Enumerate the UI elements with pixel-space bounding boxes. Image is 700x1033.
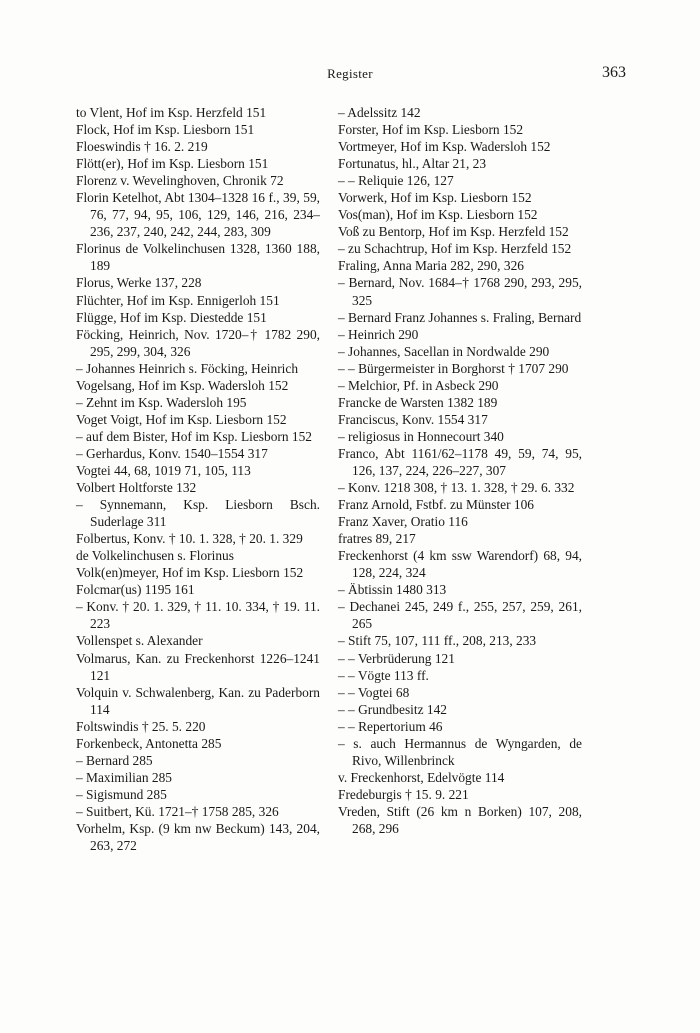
index-entry: Franz Xaver, Oratio 116 <box>338 514 468 530</box>
index-entry: – – Repertorium 46 <box>338 718 443 734</box>
index-entry: Franco, Abt 1161/62–1178 49, 59, 74, 95, 126, 137, 224, 226–227, 307 <box>338 445 582 478</box>
index-entry: Franciscus, Konv. 1554 317 <box>338 411 488 427</box>
index-entry: – Johannes, Sacellan in Nordwalde 290 <box>338 343 550 359</box>
index-entry: Florenz v. Wevelinghoven, Chronik 72 <box>76 173 284 189</box>
index-entry: – – Verbrüderung 121 <box>338 650 455 666</box>
index-entry: Volquin v. Schwalenberg, Kan. zu Paderborn 114 <box>76 684 320 717</box>
index-entry: Francke de Warsten 1382 189 <box>338 394 498 410</box>
index-entry: de Volkelinchusen s. Florinus <box>76 548 234 564</box>
index-entry: – Bernard 285 <box>76 752 153 768</box>
index-entry: fratres 89, 217 <box>338 531 416 547</box>
running-header: Register <box>327 66 373 81</box>
index-entry: – Äbtissin 1480 313 <box>338 582 447 598</box>
index-entry: – Melchior, Pf. in Asbeck 290 <box>338 377 499 393</box>
index-entry: Vortmeyer, Hof im Ksp. Wadersloh 152 <box>338 139 551 155</box>
index-entry: Vreden, Stift (26 km n Borken) 107, 208, 268, 296 <box>338 803 582 836</box>
index-entry: – Bernard Franz Johannes s. Fraling, Bernard <box>338 309 582 325</box>
index-entry: Volk(en)meyer, Hof im Ksp. Liesborn 152 <box>76 565 304 581</box>
index-entry: Voget Voigt, Hof im Ksp. Liesborn 152 <box>76 411 287 427</box>
index-entry: – Suitbert, Kü. 1721–† 1758 285, 326 <box>76 803 279 819</box>
index-entry: Vollenspet s. Alexander <box>76 633 203 649</box>
index-entry: Fraling, Anna Maria 282, 290, 326 <box>338 258 524 274</box>
index-entry: – – Vögte 113 ff. <box>338 667 429 683</box>
index-entry: Florinus de Volkelinchusen 1328, 1360 188, 189 <box>76 241 320 274</box>
index-entry: Forkenbeck, Antonetta 285 <box>76 735 222 751</box>
page-number: 363 <box>602 64 626 81</box>
index-entry: Volmarus, Kan. zu Freckenhorst 1226–1241 121 <box>76 650 320 683</box>
index-entry: – auf dem Bister, Hof im Ksp. Liesborn 152 <box>76 428 312 444</box>
index-entry: – s. auch Hermannus de Wyngarden, de Rivo, Willenbrinck <box>338 735 582 768</box>
index-entry: Vorhelm, Ksp. (9 km nw Beckum) 143, 204, 263, 272 <box>76 820 320 854</box>
index-entry: Föcking, Heinrich, Nov. 1720–† 1782 290, 295, 299, 304, 326 <box>76 326 320 359</box>
index-entry: Vogelsang, Hof im Ksp. Wadersloh 152 <box>76 377 289 393</box>
index-entry: – Stift 75, 107, 111 ff., 208, 213, 233 <box>338 633 537 649</box>
index-entry: – Maximilian 285 <box>76 769 172 785</box>
index-entry: Freckenhorst (4 km ssw Warendorf) 68, 94, 128, 224, 324 <box>338 548 582 581</box>
index-entry: – – Vogtei 68 <box>338 684 410 700</box>
index-entry: Flött(er), Hof im Ksp. Liesborn 151 <box>76 156 269 172</box>
index-entry: – zu Schachtrup, Hof im Ksp. Herzfeld 152 <box>338 241 572 257</box>
index-entry: Florus, Werke 137, 228 <box>76 275 202 291</box>
index-entry: – – Reliquie 126, 127 <box>338 173 454 189</box>
index-entry: Forster, Hof im Ksp. Liesborn 152 <box>338 122 524 138</box>
index-entry: – Sigismund 285 <box>76 786 167 802</box>
index-entry: Florin Ketelhot, Abt 1304–1328 16 f., 39, 59, 76, 77, 94, 95, 106, 129, 146, 216, 234–236, 237, 240, 242, 244, 283, 309 <box>76 190 320 240</box>
index-column-left <box>76 104 320 854</box>
index-entry: – Gerhardus, Konv. 1540–1554 317 <box>76 445 268 461</box>
index-entry: Folbertus, Konv. † 10. 1. 328, † 20. 1. 329 <box>76 531 303 547</box>
index-entry: Foltswindis † 25. 5. 220 <box>76 718 206 734</box>
index-entry: – Bernard, Nov. 1684–† 1768 290, 293, 295, 325 <box>338 275 582 308</box>
index-entry: Vos(man), Hof im Ksp. Liesborn 152 <box>338 207 538 223</box>
index-entry: – Dechanei 245, 249 f., 255, 257, 259, 261, 265 <box>338 599 582 632</box>
index-entry: Flüchter, Hof im Ksp. Ennigerloh 151 <box>76 292 280 308</box>
index-entry: – Konv. † 20. 1. 329, † 11. 10. 334, † 19. 11. 223 <box>76 599 320 632</box>
index-entry: Volbert Holtforste 132 <box>76 480 197 496</box>
index-entry: – Adelssitz 142 <box>338 105 421 120</box>
index-entry: – Synnemann, Ksp. Liesborn Bsch. Suderlage 311 <box>76 497 320 530</box>
index-entry: – – Grundbesitz 142 <box>338 701 447 717</box>
index-entry: Franz Arnold, Fstbf. zu Münster 106 <box>338 497 535 513</box>
index-entry: – – Bürgermeister in Borghorst † 1707 290 <box>338 360 569 376</box>
index-entry: Vogtei 44, 68, 1019 71, 105, 113 <box>76 462 251 478</box>
index-entry: Folcmar(us) 1195 161 <box>76 582 195 598</box>
index-entry: Voß zu Bentorp, Hof im Ksp. Herzfeld 152 <box>338 224 569 240</box>
index-entry: – Heinrich 290 <box>338 326 419 342</box>
index-column-right <box>338 104 582 837</box>
index-entry: Fortunatus, hl., Altar 21, 23 <box>338 156 487 172</box>
index-entry: – religiosus in Honnecourt 340 <box>338 428 504 444</box>
index-entry: – Konv. 1218 308, † 13. 1. 328, † 29. 6. 332 <box>338 480 575 496</box>
index-entry: to Vlent, Hof im Ksp. Herzfeld 151 <box>76 105 267 120</box>
index-entry: Fredeburgis † 15. 9. 221 <box>338 786 469 802</box>
index-entry: Vorwerk, Hof im Ksp. Liesborn 152 <box>338 190 532 206</box>
index-entry: Floeswindis † 16. 2. 219 <box>76 139 208 155</box>
index-entry: v. Freckenhorst, Edelvögte 114 <box>338 769 505 785</box>
index-entry: Flock, Hof im Ksp. Liesborn 151 <box>76 122 255 138</box>
index-entry: – Johannes Heinrich s. Föcking, Heinrich <box>76 360 299 376</box>
index-entry: Flügge, Hof im Ksp. Diestedde 151 <box>76 309 267 325</box>
index-entry: – Zehnt im Ksp. Wadersloh 195 <box>76 394 247 410</box>
